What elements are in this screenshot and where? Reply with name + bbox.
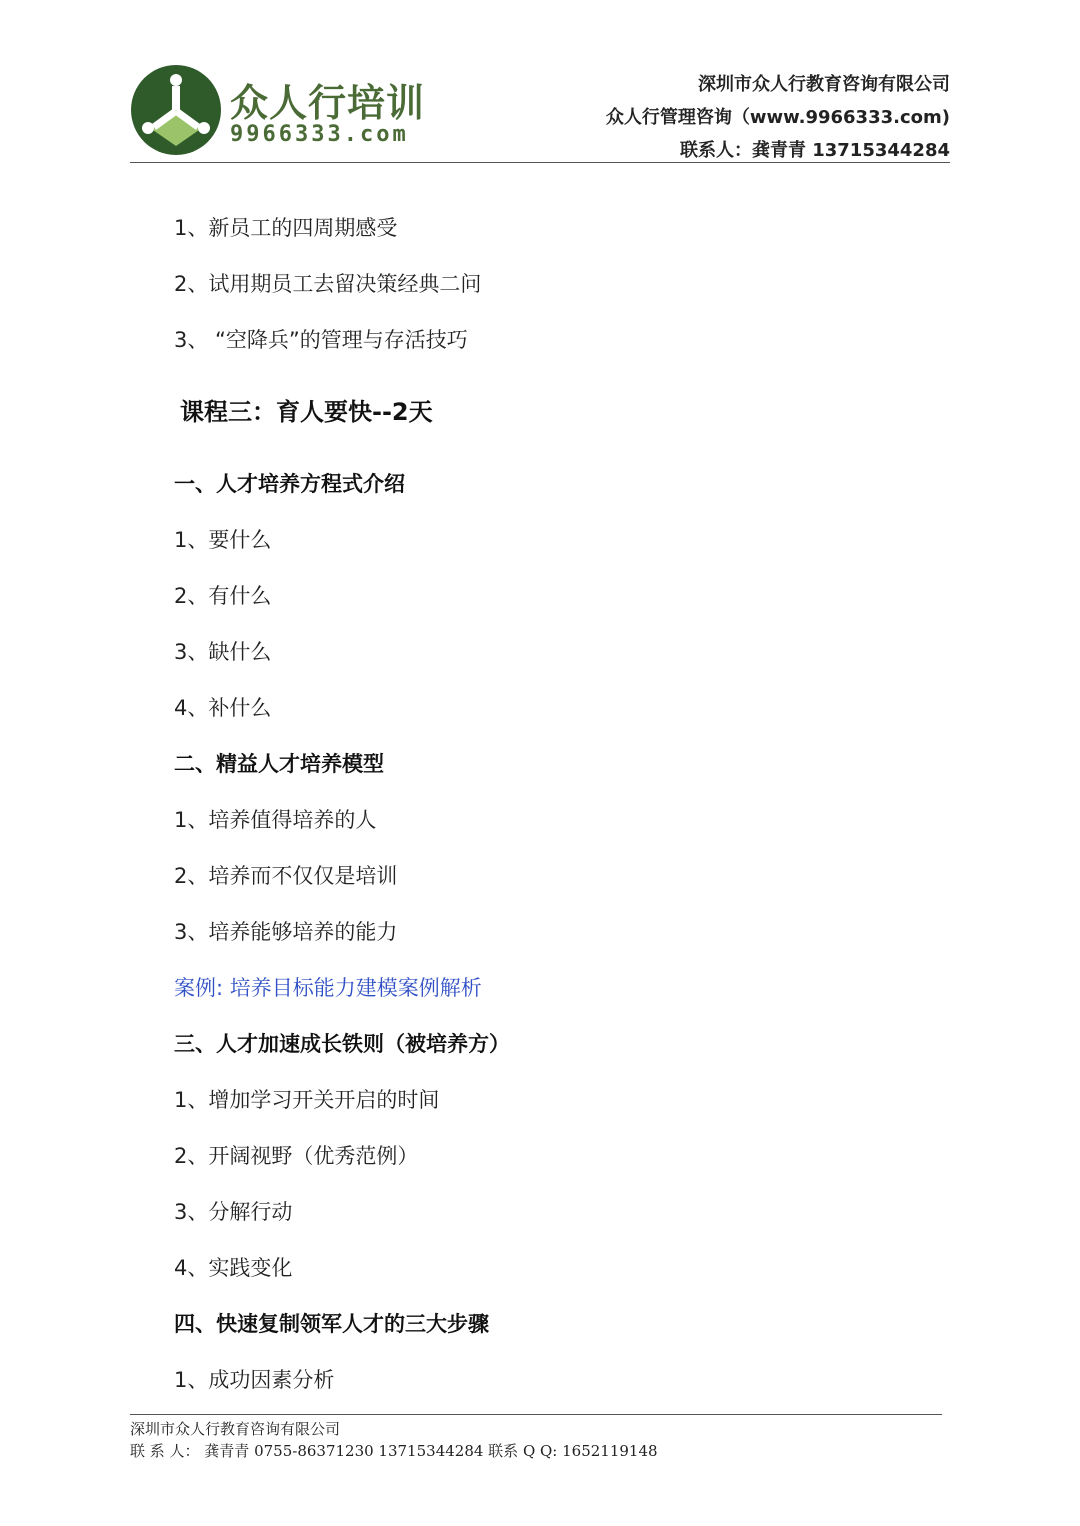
footer-contact: 联 系 人： 龚青青 0755-86371230 13715344284 联系 Q Q: 1652119148 bbox=[130, 1442, 658, 1460]
list-item: 2、试用期员工去留决策经典二问 bbox=[174, 272, 482, 296]
logo-emblem-icon bbox=[130, 64, 222, 156]
list-item: 3、缺什么 bbox=[174, 640, 272, 664]
case-study-line: 案例: 培养目标能力建模案例解析 bbox=[174, 976, 482, 1000]
list-item: 3、分解行动 bbox=[174, 1200, 293, 1224]
list-item: 1、要什么 bbox=[174, 528, 272, 552]
company-logo bbox=[130, 64, 430, 160]
list-item: 3、培养能够培养的能力 bbox=[174, 920, 398, 944]
consulting-website: 众人行管理咨询（www.9966333.com) bbox=[605, 107, 950, 128]
page-footer bbox=[130, 1418, 658, 1462]
section-heading: 四、快速复制领军人才的三大步骤 bbox=[174, 1312, 489, 1336]
page-header bbox=[130, 60, 950, 162]
list-item: 1、培养值得培养的人 bbox=[174, 808, 377, 832]
course-title: 课程三：育人要快--2天 bbox=[180, 398, 433, 426]
list-item: 4、实践变化 bbox=[174, 1256, 293, 1280]
section-heading: 三、人才加速成长铁则（被培养方） bbox=[174, 1032, 510, 1056]
list-item: 2、开阔视野（优秀范例） bbox=[174, 1144, 419, 1168]
company-info bbox=[606, 68, 950, 167]
list-item: 1、成功因素分析 bbox=[174, 1368, 335, 1392]
list-item: 2、有什么 bbox=[174, 584, 272, 608]
footer-company: 深圳市众人行教育咨询有限公司 bbox=[130, 1420, 341, 1438]
list-item: 4、补什么 bbox=[174, 696, 272, 720]
logo-url: 9966333.com bbox=[230, 122, 409, 147]
company-name: 深圳市众人行教育咨询有限公司 bbox=[698, 74, 950, 95]
footer-divider bbox=[130, 1414, 942, 1415]
section-heading: 一、人才培养方程式介绍 bbox=[174, 472, 405, 496]
list-item: 2、培养而不仅仅是培训 bbox=[174, 864, 398, 888]
list-item: 3、 “空降兵”的管理与存活技巧 bbox=[174, 328, 468, 352]
list-item: 1、增加学习开关开启的时间 bbox=[174, 1088, 440, 1112]
header-divider bbox=[130, 162, 950, 163]
section-heading: 二、精益人才培养模型 bbox=[174, 752, 384, 776]
list-item: 1、新员工的四周期感受 bbox=[174, 216, 398, 240]
contact-person: 联系人：龚青青 13715344284 bbox=[679, 140, 950, 161]
logo-title: 众人行培训 bbox=[230, 81, 426, 125]
